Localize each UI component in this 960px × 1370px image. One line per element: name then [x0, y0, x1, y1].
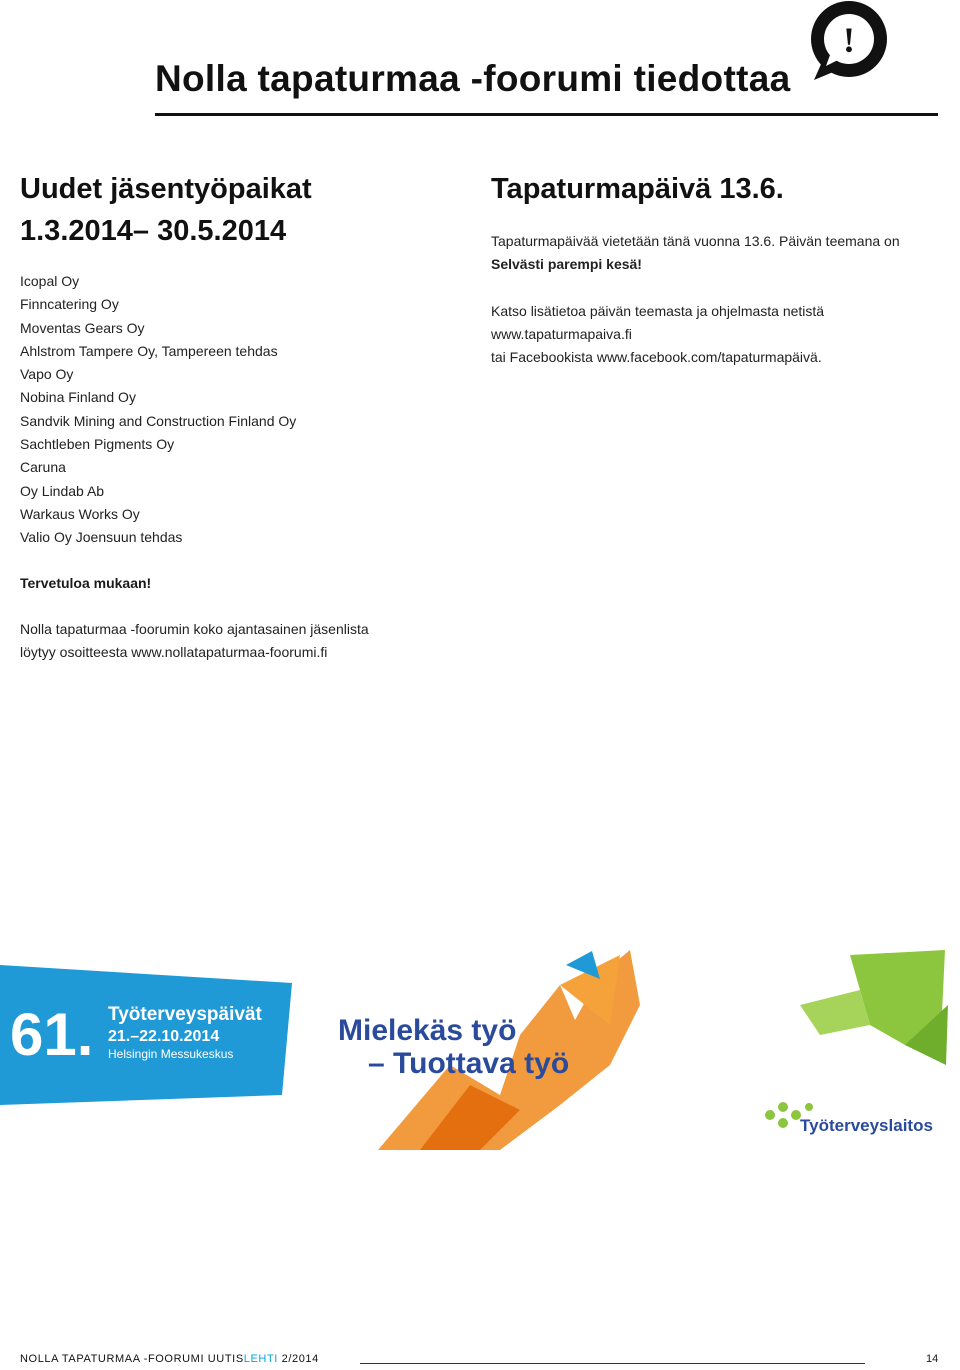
list-item: Vapo Oy — [20, 366, 74, 383]
bubble-glyph: ! — [843, 20, 855, 60]
brand-name: Työterveyslaitos — [800, 1116, 933, 1135]
list-item: Icopal Oy — [20, 273, 80, 289]
more-info-text: Katso lisätietoa päivän teemasta ja ohjelmasta netistä — [491, 302, 825, 319]
members-heading — [20, 168, 440, 252]
list-item: Valio Oy Joensuun tehdas — [20, 529, 183, 546]
banner-dates: 21.–22.10.2014 — [108, 1028, 220, 1045]
list-item: Sachtleben Pigments Oy — [20, 436, 175, 453]
list-item: Ahlstrom Tampere Oy, Tampereen tehdas — [20, 342, 278, 359]
banner-number: 61. — [10, 1001, 94, 1068]
banner-event-name: Työterveyspäivät — [108, 1004, 262, 1025]
page-title: Nolla tapaturmaa -foorumi tiedottaa — [155, 58, 791, 99]
exclamation-bubble-icon — [808, 0, 890, 82]
member-list-text-line2[interactable]: löytyy osoitteesta www.nollatapaturmaa-foorumi.fi — [20, 643, 328, 660]
list-item: Warkaus Works Oy — [20, 505, 140, 522]
event-banner — [0, 945, 960, 1150]
banner-slogan-line1: Mielekäs työ — [338, 1014, 517, 1047]
list-item: Moventas Gears Oy — [20, 319, 145, 336]
footer-issue: 2/2014 — [277, 1353, 319, 1365]
right-column — [491, 168, 951, 369]
header-rule — [155, 113, 938, 116]
members-heading-line1: Uudet jäsentyöpaikat — [20, 173, 312, 205]
list-item: Caruna — [20, 459, 66, 476]
accident-day-text-line1: Tapaturmapäivää vietetään tänä vuonna 13.6. Päivän teemana on — [491, 233, 900, 249]
footer-publication: NOLLA TAPATURMAA -FOORUMI UUTIS — [20, 1353, 244, 1365]
facebook-link[interactable]: tai Facebookista www.facebook.com/tapaturmapäivä. — [491, 349, 822, 366]
left-column — [20, 168, 440, 664]
member-list-text-line1: Nolla tapaturmaa -foorumin koko ajantasainen jäsenlista — [20, 620, 369, 637]
members-heading-line2: 1.3.2014– 30.5.2014 — [20, 215, 287, 247]
banner-venue: Helsingin Messukeskus — [108, 1047, 234, 1061]
accident-day-heading: Tapaturmapäivä 13.6. — [491, 173, 784, 205]
page-number: 14 — [926, 1353, 939, 1365]
list-item: Nobina Finland Oy — [20, 389, 136, 406]
list-item: Finncatering Oy — [20, 296, 119, 313]
accident-day-theme: Selvästi parempi kesä! — [491, 256, 642, 273]
footer — [20, 1353, 940, 1365]
list-item: Sandvik Mining and Construction Finland Oy — [20, 412, 297, 429]
list-item: Oy Lindab Ab — [20, 482, 105, 499]
welcome-text: Tervetuloa mukaan! — [20, 574, 152, 591]
banner-slogan-line2: – Tuottava työ — [368, 1047, 570, 1080]
website-link[interactable]: www.tapaturmapaiva.fi — [491, 325, 632, 342]
company-list — [20, 270, 440, 550]
footer-lehti: LEHTI — [243, 1353, 278, 1365]
